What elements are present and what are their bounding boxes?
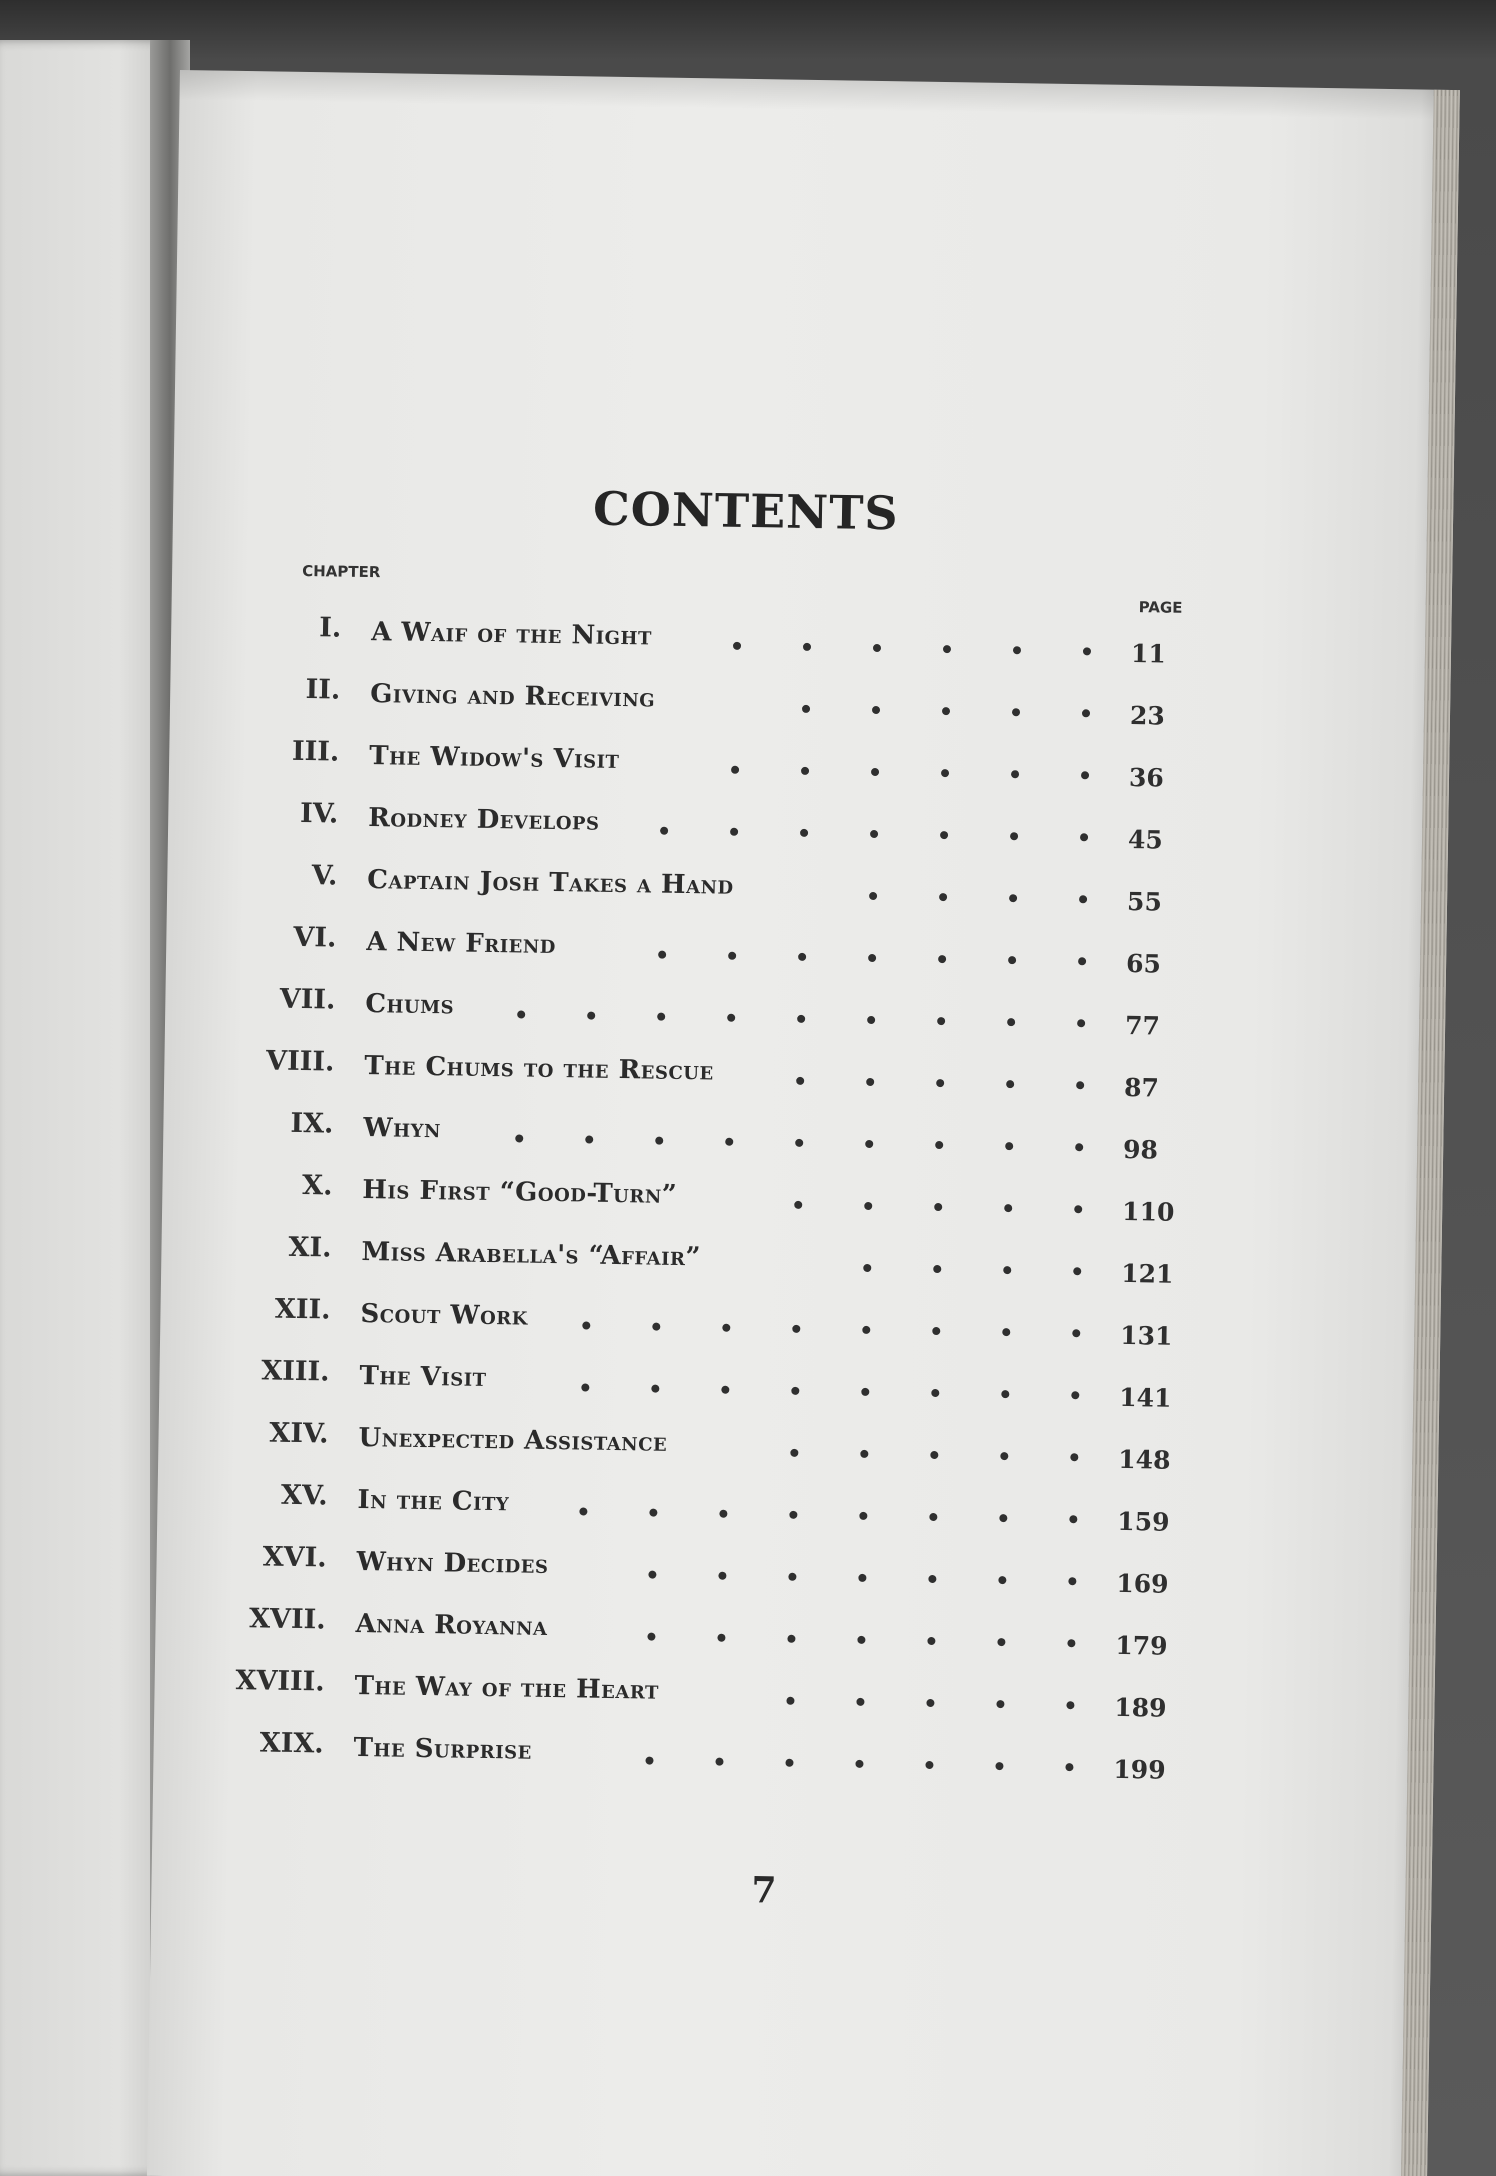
- leader-dot: [940, 831, 948, 839]
- leader-dot: [1074, 1205, 1082, 1213]
- leader-dot: [803, 643, 811, 651]
- leader-dot: [1069, 1515, 1077, 1523]
- leader-dot: [869, 892, 877, 900]
- leader-dot: [1004, 1204, 1012, 1212]
- leader-dot: [943, 645, 951, 653]
- dot-leader: [356, 1559, 1076, 1590]
- leader-dot: [1072, 1329, 1080, 1337]
- chapter-title: Anna Royanna: [355, 1608, 548, 1642]
- page-ref: 98: [1122, 1134, 1159, 1165]
- leader-dot: [1083, 647, 1091, 655]
- page-title: CONTENTS: [592, 481, 900, 541]
- page-ref: 23: [1129, 701, 1165, 731]
- leader-dot: [997, 1638, 1005, 1646]
- leader-dot: [934, 1203, 942, 1211]
- leader-dot: [587, 1012, 595, 1020]
- leader-dot: [996, 1700, 1004, 1708]
- leader-dot: [1005, 1142, 1013, 1150]
- leader-dot: [933, 1265, 941, 1273]
- leader-dot: [733, 642, 741, 650]
- chapter-number: II.: [305, 674, 341, 706]
- leader-dot: [935, 1141, 943, 1149]
- leader-dot: [1070, 1453, 1078, 1461]
- leader-dot: [941, 769, 949, 777]
- leader-dot: [1003, 1266, 1011, 1274]
- chapter-title: Giving and Receiving: [369, 679, 656, 714]
- chapter-title: Scout Work: [360, 1298, 529, 1332]
- chapter-title: In the City: [357, 1484, 510, 1518]
- leader-dot: [926, 1699, 934, 1707]
- leader-dot: [1002, 1328, 1010, 1336]
- leader-dot: [651, 1385, 659, 1393]
- leader-dot: [1012, 708, 1020, 716]
- leader-dot: [1008, 956, 1016, 964]
- leader-dot: [938, 955, 946, 963]
- chapter-number: XII.: [274, 1293, 331, 1326]
- leader-dot: [798, 953, 806, 961]
- leader-dot: [787, 1635, 795, 1643]
- chapter-number: XVIII.: [235, 1665, 325, 1698]
- leader-dot: [1081, 771, 1089, 779]
- leader-dot: [866, 1078, 874, 1086]
- leader-dot: [1007, 1018, 1015, 1026]
- leader-dot: [928, 1575, 936, 1583]
- leader-dot: [1079, 895, 1087, 903]
- leader-dot: [647, 1633, 655, 1641]
- page-ref: 131: [1120, 1320, 1173, 1351]
- chapter-number: I.: [318, 612, 342, 644]
- leader-dot: [1068, 1577, 1076, 1585]
- chapter-number: X.: [301, 1170, 333, 1202]
- leader-dot: [942, 707, 950, 715]
- page-ref: 65: [1125, 948, 1162, 979]
- leader-dot: [1001, 1390, 1009, 1398]
- chapter-number: XIV.: [269, 1417, 329, 1450]
- chapter-title: Captain Josh Takes a Hand: [367, 865, 734, 901]
- leader-dot: [718, 1572, 726, 1580]
- leader-dot: [937, 1017, 945, 1025]
- leader-dot: [727, 1014, 735, 1022]
- leader-dot: [861, 1388, 869, 1396]
- chapter-number: VII.: [279, 983, 336, 1016]
- dot-leader: [370, 691, 1090, 722]
- leader-dot: [863, 1264, 871, 1272]
- leader-dot: [864, 1202, 872, 1210]
- leader-dot: [730, 828, 738, 836]
- dot-leader: [358, 1435, 1078, 1466]
- chapter-title: The Widow's Visit: [369, 741, 620, 775]
- chapter-number: XI.: [288, 1231, 332, 1264]
- dot-leader: [360, 1311, 1080, 1342]
- leader-dot: [788, 1573, 796, 1581]
- leader-dot: [1009, 894, 1017, 902]
- leader-dot: [870, 830, 878, 838]
- leader-dot: [648, 1571, 656, 1579]
- dot-leader: [359, 1373, 1079, 1404]
- leader-dot: [927, 1637, 935, 1645]
- leader-dot: [939, 893, 947, 901]
- page-ref: 55: [1126, 886, 1163, 917]
- leader-dot: [645, 1757, 653, 1765]
- chapter-number: III.: [291, 735, 340, 768]
- leader-dot: [930, 1451, 938, 1459]
- leader-dot: [1073, 1267, 1081, 1275]
- chapter-number: XVI.: [262, 1541, 327, 1574]
- leader-dot: [717, 1634, 725, 1642]
- leader-dot: [871, 768, 879, 776]
- leader-dot: [581, 1383, 589, 1391]
- chapter-number: XVII.: [248, 1603, 326, 1636]
- leader-dot: [715, 1758, 723, 1766]
- dot-leader: [357, 1497, 1077, 1528]
- page-ref: 121: [1120, 1258, 1174, 1289]
- left-facing-page: [0, 40, 170, 2176]
- chapter-number: XIX.: [259, 1727, 324, 1760]
- leader-dot: [998, 1576, 1006, 1584]
- leader-dot: [1082, 709, 1090, 717]
- leader-dot: [1010, 832, 1018, 840]
- page-ref: 110: [1121, 1196, 1175, 1227]
- chapter-number: XIII.: [261, 1355, 330, 1388]
- leader-dot: [1075, 1143, 1083, 1151]
- leader-dot: [862, 1326, 870, 1334]
- chapter-title: Whyn Decides: [356, 1546, 549, 1580]
- leader-dot: [579, 1507, 587, 1515]
- page-ref: 159: [1117, 1506, 1170, 1537]
- leader-dot: [1076, 1081, 1084, 1089]
- chapter-title: The Chums to the Rescue: [364, 1051, 714, 1087]
- leader-dot: [867, 1016, 875, 1024]
- leader-dot: [655, 1137, 663, 1145]
- leader-dot: [660, 827, 668, 835]
- page-ref: 169: [1116, 1568, 1169, 1599]
- page-ref: 45: [1127, 824, 1164, 855]
- leader-dot: [658, 951, 666, 959]
- leader-dot: [585, 1135, 593, 1143]
- leader-dot: [790, 1449, 798, 1457]
- leader-dot: [1078, 957, 1086, 965]
- chapter-title: Rodney Develops: [368, 803, 600, 837]
- chapter-number: VI.: [293, 921, 337, 954]
- page-column-label: PAGE: [1138, 598, 1183, 617]
- leader-dot: [786, 1697, 794, 1705]
- page-ref: 179: [1115, 1630, 1168, 1661]
- leader-dot: [859, 1512, 867, 1520]
- dot-leader: [368, 815, 1088, 846]
- dot-leader: [354, 1683, 1074, 1714]
- leader-dot: [1013, 646, 1021, 654]
- chapter-number: IX.: [290, 1107, 334, 1140]
- leader-dot: [931, 1389, 939, 1397]
- leader-dot: [929, 1513, 937, 1521]
- page-ref: 77: [1124, 1010, 1161, 1041]
- leader-dot: [791, 1387, 799, 1395]
- contents-page: [147, 70, 1460, 2176]
- page-ref: 148: [1118, 1444, 1171, 1475]
- leader-dot: [517, 1010, 525, 1018]
- leader-dot: [725, 1138, 733, 1146]
- chapter-number: V.: [311, 860, 338, 892]
- leader-dot: [785, 1759, 793, 1767]
- leader-dot: [731, 766, 739, 774]
- page-ref: 87: [1123, 1072, 1160, 1103]
- chapter-title: His First “Good-Turn”: [362, 1175, 678, 1210]
- chapter-title: The Visit: [359, 1360, 487, 1393]
- leader-dot: [719, 1510, 727, 1518]
- dot-leader: [371, 629, 1091, 660]
- leader-dot: [856, 1698, 864, 1706]
- page-ref: 36: [1128, 762, 1165, 793]
- leader-dot: [858, 1574, 866, 1582]
- leader-dot: [873, 644, 881, 652]
- leader-dot: [857, 1636, 865, 1644]
- leader-dot: [1065, 1763, 1073, 1771]
- chapter-title: Miss Arabella's “Affair”: [361, 1236, 702, 1273]
- chapter-title: A New Friend: [366, 927, 557, 961]
- leader-dot: [872, 706, 880, 714]
- dot-leader: [355, 1621, 1075, 1652]
- dot-leader: [362, 1187, 1082, 1218]
- leader-dot: [1080, 833, 1088, 841]
- leader-dot: [722, 1324, 730, 1332]
- chapter-number: XV.: [280, 1479, 328, 1512]
- chapter-title: A Waif of the Night: [370, 617, 653, 652]
- leader-dot: [1011, 770, 1019, 778]
- leader-dot: [1006, 1080, 1014, 1088]
- chapter-title: Chums: [365, 989, 455, 1021]
- leader-dot: [1071, 1391, 1079, 1399]
- leader-dot: [657, 1013, 665, 1021]
- leader-dot: [1067, 1639, 1075, 1647]
- leader-dot: [925, 1761, 933, 1769]
- chapter-title: The Way of the Heart: [354, 1670, 660, 1706]
- leader-dot: [860, 1450, 868, 1458]
- dot-leader: [353, 1745, 1073, 1776]
- dot-leader: [364, 1063, 1084, 1094]
- chapter-number: VIII.: [265, 1045, 335, 1078]
- page-ref: 141: [1119, 1382, 1172, 1413]
- chapter-column-label: CHAPTER: [302, 561, 381, 582]
- table-of-contents: [153, 610, 1271, 1805]
- leader-dot: [868, 954, 876, 962]
- dot-leader: [363, 1125, 1083, 1156]
- leader-dot: [932, 1327, 940, 1335]
- dot-leader: [369, 753, 1089, 784]
- leader-dot: [792, 1325, 800, 1333]
- leader-dot: [800, 829, 808, 837]
- leader-dot: [936, 1079, 944, 1087]
- chapter-title: The Surprise: [353, 1732, 533, 1766]
- chapter-number: IV.: [299, 797, 339, 830]
- leader-dot: [995, 1762, 1003, 1770]
- leader-dot: [999, 1514, 1007, 1522]
- page-ref: 11: [1130, 639, 1166, 669]
- leader-dot: [652, 1323, 660, 1331]
- leader-dot: [789, 1511, 797, 1519]
- leader-dot: [865, 1140, 873, 1148]
- page-ref: 189: [1114, 1692, 1167, 1723]
- leader-dot: [515, 1134, 523, 1142]
- leader-dot: [1066, 1701, 1074, 1709]
- leader-dot: [1077, 1019, 1085, 1027]
- dot-leader: [361, 1249, 1081, 1280]
- page-content: [147, 70, 1430, 2176]
- leader-dot: [1000, 1452, 1008, 1460]
- leader-dot: [582, 1321, 590, 1329]
- leader-dot: [855, 1760, 863, 1768]
- dot-leader: [366, 939, 1086, 970]
- leader-dot: [794, 1201, 802, 1209]
- leader-dot: [797, 1015, 805, 1023]
- chapter-title: Unexpected Assistance: [358, 1422, 668, 1458]
- chapter-title: Whyn: [363, 1113, 442, 1145]
- page-ref: 199: [1113, 1754, 1166, 1785]
- page-number: 7: [751, 1869, 777, 1912]
- leader-dot: [721, 1386, 729, 1394]
- leader-dot: [795, 1139, 803, 1147]
- leader-dot: [796, 1077, 804, 1085]
- leader-dot: [801, 767, 809, 775]
- leader-dot: [802, 705, 810, 713]
- leader-dot: [649, 1509, 657, 1517]
- dot-leader: [367, 877, 1087, 908]
- leader-dot: [728, 952, 736, 960]
- dot-leader: [365, 1001, 1085, 1032]
